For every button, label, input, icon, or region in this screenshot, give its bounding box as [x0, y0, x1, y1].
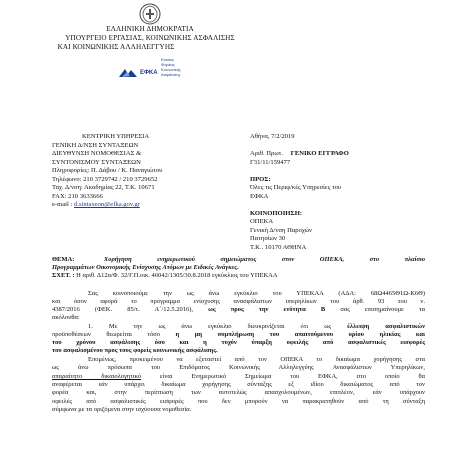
to-line-1: Όλες τις Περιφ/κές Υπηρεσίες του — [250, 184, 342, 191]
p3-line-1: Επομένως, προκειμένου να εξεταστεί από τον ΟΠΕΚΑ το δικαίωμα χορήγησης στα — [88, 356, 425, 363]
header-line-1: ΕΛΛΗΝΙΚΗ ΔΗΜΟΚΡΑΤΙΑ — [106, 25, 194, 33]
p2-line-2b: η μη συμπλήρωση του απαιτούμενου ορίου ηλικίας και — [175, 331, 425, 338]
to-line-2: ΕΦΚΑ — [250, 193, 269, 200]
p2-line-1b: έλλειψη ασφαλιστικών — [347, 323, 425, 330]
p3-line-2: ως άνω πρόσωπα του Επιδόματος Κοινωνικής Αλληλεγγύης Ανασφάλιστων Υπερηλίκων, — [52, 364, 425, 371]
sender-line-4: ΣΥΝΤΟΝΙΣΜΟΥ ΣΥΝΤΑΞΕΩΝ — [52, 159, 141, 166]
email-label: e-mail : — [52, 201, 74, 208]
subject-line-2 — [52, 264, 425, 271]
efka-logo-icon — [118, 67, 138, 79]
sender-line-3: ΔΙΕΥΘΥΝΣΗ ΝΟΜΟΘΕΣΙΑΣ & — [52, 150, 142, 157]
p3-line-7: σύμφωνα με τα οριζόμενα στην ισχύουσα νομοθεσία. — [52, 406, 192, 413]
sender-line-6: Τηλέφωνο: 210 3729742 / 210 3729652 — [52, 176, 158, 183]
sender-line-2: ΓΕΝΙΚΗ Δ/ΝΣΗ ΣΥΝΤΑΞΕΩΝ — [52, 142, 139, 149]
p1-line-2: και όσον αφορά το πρόγραμμα ενίσχυσης ανασφάλιστων υπερηλίκων του άρθ. 93 του ν. — [52, 298, 425, 305]
p1-line-4: ακόλουθα: — [52, 314, 80, 321]
p2-line-2a: προϋποθέσεων θεωρείται τόσο — [52, 331, 176, 338]
cc-label: ΚΟΙΝΟΠΟΙΗΣΗ: — [250, 210, 303, 217]
p2-line-1a: 1. Με την ως άνω εγκύκλιο διευκρινίζεται ότι ως — [88, 323, 348, 330]
efka-sub-3: Κοινωνικής — [161, 67, 181, 72]
reference-line — [52, 272, 425, 279]
sender-line-8: FAX: 210 3633666 — [52, 193, 103, 200]
protocol-value: ΓΕΝΙΚΟ ΕΓΓΡΑΦΟ — [290, 150, 349, 157]
p1-line-3b: ως προς την ενότητα Β — [208, 306, 326, 313]
subject-text-2: Προγραμμάτων Οικονομικής Ενίσχυσης Ατόμων με Ειδικές Ανάγκες. — [52, 264, 239, 271]
reference-text: Η αριθ. Δ12α/Φ. 32/Γ.Π.οικ. 46042/1305/30.8.2018 εγκύκλιος του ΥΠΕΚΑΑ — [74, 272, 278, 279]
sender-email-line — [52, 201, 140, 208]
efka-sub-2: Φορέας — [161, 62, 175, 67]
p3-line-4: αναφέρεται εάν υπάρχει δικαίωμα χορήγησης σύνταξης εξ ιδίου δικαιώματος από τον — [52, 381, 425, 388]
reference-label: ΣΧΕΤ. : — [52, 272, 75, 279]
cc-line-3: Πατησίων 30 — [250, 235, 286, 242]
p1-line-1: Σας κοινοποιούμε την ως άνω εγκύκλιο του ΥΠΕΚΑΑ (ΑΔΑ: 68Ω4465Θ1Ω-Κ6Θ) — [88, 290, 425, 297]
header-line-3: ΚΑΙ ΚΟΙΝΩΝΙΚΗΣ ΑΛΛΗΛΕΓΓΥΗΣ — [57, 43, 175, 51]
p1-line-3a: 4387/2016 (ΦΕΚ. 85/τ. Α΄/12.5.2016), — [52, 306, 209, 313]
efka-sub-1: Ενιαίος — [161, 57, 174, 62]
cc-line-1: ΟΠΕΚΑ — [250, 218, 274, 225]
p1-line-3 — [52, 306, 425, 313]
subject-line-1 — [52, 256, 425, 263]
efka-sub-4: Ασφάλισης — [161, 72, 181, 77]
subject-label: ΘΕΜΑ: — [52, 256, 75, 263]
greek-emblem-icon — [139, 3, 161, 25]
sender-line-5: Πληροφορίες: Π. Δάβου / Κ. Παναγιώτου — [52, 167, 163, 174]
p3-line-5: φορέα και, στην περίπτωση των αυτοτελώς απασχολουμένων, επιπλέον, εάν υπάρχουν — [52, 389, 425, 396]
protocol-line — [250, 150, 349, 157]
p3-line-3 — [52, 373, 425, 380]
cc-line-4: Τ.Κ.. 10170 ΑΘΗΝΑ — [250, 244, 307, 251]
document-date: Αθήνα, 7/2/2019 — [250, 133, 295, 140]
p2-line-3: του χρόνου ασφάλισης όσο και η τυχόν ύπαρξη οφειλής από ασφαλιστικές εισφορές — [52, 339, 425, 346]
sender-line-7: Ταχ. Δ/νση: Ακαδημίας 22, Τ.Κ. 10671 — [52, 184, 155, 191]
p1-line-3c: σας επισημαίνουμε τα — [325, 306, 425, 313]
header-line-2: ΥΠΟΥΡΓΕΙΟ ΕΡΓΑΣΙΑΣ, ΚΟΙΝΩΝΙΚΗΣ ΑΣΦΑΛΙΣΗΣ — [65, 34, 235, 42]
p2-line-4: του ασφαλισμένου προς τους φορείς κοινωνικής ασφάλισης. — [52, 347, 218, 354]
to-label: ΠΡΟΣ: — [250, 176, 271, 183]
p3-line-3a: απαραίτητο δικαιολογητικό — [52, 373, 142, 380]
subject-text-1: Χορήγηση ενημερωτικού σημειώματος στον ΟΠΕΚΑ, στο πλαίσιο — [103, 256, 425, 263]
sender-line-1: ΚΕΝΤΡΙΚΗ ΥΠΗΡΕΣΙΑ — [82, 133, 150, 140]
p3-line-3b: είναι Ενημερωτικό Σημείωμα του ΕΦΚΑ, στο οποίο θα — [141, 373, 425, 380]
p3-line-6: οφειλές από ασφαλιστικές εισφορές που δεν μπορούν να παρακρατηθούν από τη σύνταξη — [52, 398, 425, 405]
p2-line-2 — [52, 331, 425, 338]
protocol-label: Αριθ. Πρωτ. — [250, 150, 283, 157]
protocol-number: Γ31/11/159477 — [250, 159, 291, 166]
cc-line-2: Γενική Δ/νση Παροχών — [250, 227, 313, 234]
p2-line-1 — [88, 323, 425, 330]
email-link[interactable]: d.sintaxeon@efka.gov.gr — [73, 201, 140, 208]
efka-logo-text: ΕΦΚΑ — [140, 70, 158, 76]
